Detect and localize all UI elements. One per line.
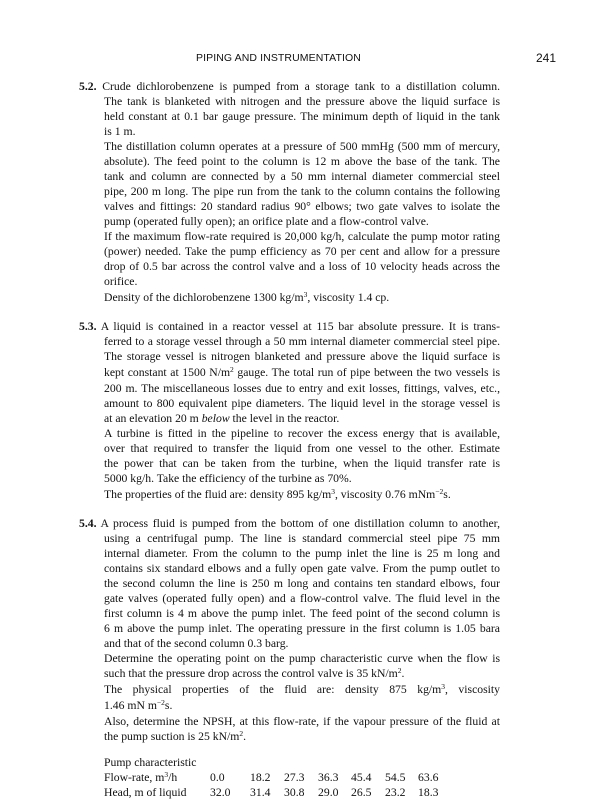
table-caption: Pump characteristic: [104, 756, 197, 769]
problem-5-2-line: valves and fittings: 20 standard radius 90° elbows; two gate valves to isolate the: [104, 200, 500, 213]
table-row: [104, 785, 504, 800]
problem-5-2-line: 5.2. Crude dichlorobenzene is pumped from a storage tank to a distillation column.: [79, 80, 500, 93]
problem-5-3-line: A turbine is fitted in the pipeline to recover the excess energy that is available,: [104, 427, 500, 440]
problem-5-4-line: using a centrifugal pump. The line is standard commercial steel pipe 75 mm: [104, 532, 500, 545]
problem-5-2-line: tank and column are connected by a 50 mm internal diameter commercial steel: [104, 170, 500, 183]
problem-5-2-line: held constant at 0.1 bar gauge pressure. The minimum depth of liquid in the tank: [104, 110, 500, 123]
table-row: [104, 770, 504, 785]
problem-5-2-line: The tank is blanketed with nitrogen and the pressure above the liquid surface is: [104, 95, 500, 108]
problem-5-3-line: ferred to a storage vessel through a 50 mm internal diameter commercial steel pipe.: [104, 335, 500, 348]
problem-5-2-line: If the maximum flow-rate required is 20,000 kg/h, calculate the pump motor rating: [104, 230, 500, 243]
problem-5-3-line: over that required to transfer the liquid from one vessel to the other. Estimate: [104, 442, 500, 455]
problem-5-4-line: 5.4. A process fluid is pumped from the bottom of one distillation column to another,: [79, 517, 500, 530]
problem-5-2-line: is 1 m.: [104, 125, 136, 138]
problem-5-2-line: pump (operated fully open); an orifice plate and a flow-control valve.: [104, 215, 429, 228]
table-cell: 18.2: [250, 771, 271, 784]
table-cell: 32.0: [210, 786, 231, 799]
problem-5-4-line: first column is 4 m above the pump inlet. The feed point of the second column is: [104, 607, 500, 620]
table-cell: 45.4: [351, 771, 372, 784]
table-cell: 63.6: [418, 771, 439, 784]
page-number: 241: [535, 51, 556, 65]
table-cell: 0.0: [210, 771, 225, 784]
table-cell: 54.5: [385, 771, 406, 784]
problem-5-2-line: The distillation column operates at a pressure of 500 mmHg (500 mm of mercury,: [104, 140, 500, 153]
running-header: [196, 52, 556, 68]
problem-5-3-line: amount to 800 equivalent pipe diameters. The liquid level in the storage vessel is: [104, 397, 500, 410]
problem-5-4-line: Also, determine the NPSH, at this flow-rate, if the vapour pressure of the fluid at: [104, 715, 500, 728]
problem-5-4-line: 1.46 mN $m^{-2}s$.: [104, 698, 173, 712]
problem-5-4-line: 6 m above the pump inlet. The operating pressure in the first column is 1.05 bara: [104, 622, 500, 635]
problem-5-4-line: the pump suction is 25 $kN/m^2$.: [104, 729, 247, 743]
problem-5-4-line: Determine the operating point on the pump characteristic curve when the flow is: [104, 652, 500, 665]
problem-5-3-line: 5000 kg/h. Take the efficiency of the turbine as 70%.: [104, 472, 352, 485]
table-cell: 31.4: [250, 786, 271, 799]
problem-5-2-line: pipe, 200 m long. The pipe run from the tank to the column contains the following: [104, 185, 500, 198]
problem-5-3-line: 5.3. A liquid is contained in a reactor vessel at 115 bar absolute pressure. It is trans-: [79, 320, 500, 333]
table-cell: 30.8: [284, 786, 305, 799]
problem-5-3-line: at an elevation 20 m below the level in the reactor.: [104, 412, 340, 425]
problem-5-3-line: The storage vessel is nitrogen blanketed and pressure above the liquid surface is: [104, 350, 500, 363]
problem-5-4-line: The physical properties of the fluid are: density 875 $kg/m^3$, viscosity: [104, 682, 500, 696]
table-cell: 27.3: [284, 771, 305, 784]
problem-5-3-line: The properties of the fluid are: density 895 $kg/m^3$, viscosity 0.76 mNm$^{-2}$s.: [104, 487, 451, 501]
problem-5-2-line: Density of the dichlorobenzene 1300 $kg/m^3$, viscosity 1.4 cp.: [104, 290, 390, 304]
problem-5-4-line: and that of the second column 0.3 barg.: [104, 637, 289, 650]
problem-5-2-line: orifice.: [104, 275, 138, 288]
problem-5-2-line: absolute). The feed point to the column is 12 m above the base of the tank. The: [104, 155, 500, 168]
problem-5-4-line: the second column the line is 250 m long and contains ten standard elbows, four: [104, 577, 500, 590]
table-cell: 18.3: [418, 786, 439, 799]
table-cell: 29.0: [318, 786, 339, 799]
table-row-label: Flow-rate, $m^3/h$: [104, 770, 178, 784]
table-cell: 23.2: [385, 786, 406, 799]
problem-5-3-line: the power that can be taken from the turbine, when the liquid transfer rate is: [104, 457, 500, 470]
problem-5-2-line: (power) needed. Take the pump efficiency as 70 per cent and allow for a pressure: [104, 245, 500, 258]
problem-5-4-line: gate valves (operated fully open) and a flow-control valve. The fluid level in the: [104, 592, 500, 605]
problem-5-4-line: internal diameter. From the column to the pump inlet the line is 25 m long and: [104, 547, 500, 560]
running-title: PIPING AND INSTRUMENTATION: [196, 52, 361, 64]
problem-5-2-line: drop of 0.5 bar across the control valve and a loss of 10 velocity heads across the: [104, 260, 500, 273]
table-cell: 26.5: [351, 786, 372, 799]
problem-5-3-line: kept constant at 1500 $N/m^2$ gauge. The total run of pipe between the two vessels is: [104, 365, 500, 379]
table-row-label: Head, m of liquid: [104, 786, 187, 799]
table-cell: 36.3: [318, 771, 339, 784]
problem-5-4-line: such that the pressure drop across the control valve is 35 $kN/m^2$.: [104, 666, 405, 680]
problem-5-4-line: contains six standard elbows and a fully open gate valve. From the pump outlet to: [104, 562, 500, 575]
problem-5-3-line: 200 m. The miscellaneous losses due to entry and exit losses, fittings, valves, etc.,: [104, 382, 500, 395]
